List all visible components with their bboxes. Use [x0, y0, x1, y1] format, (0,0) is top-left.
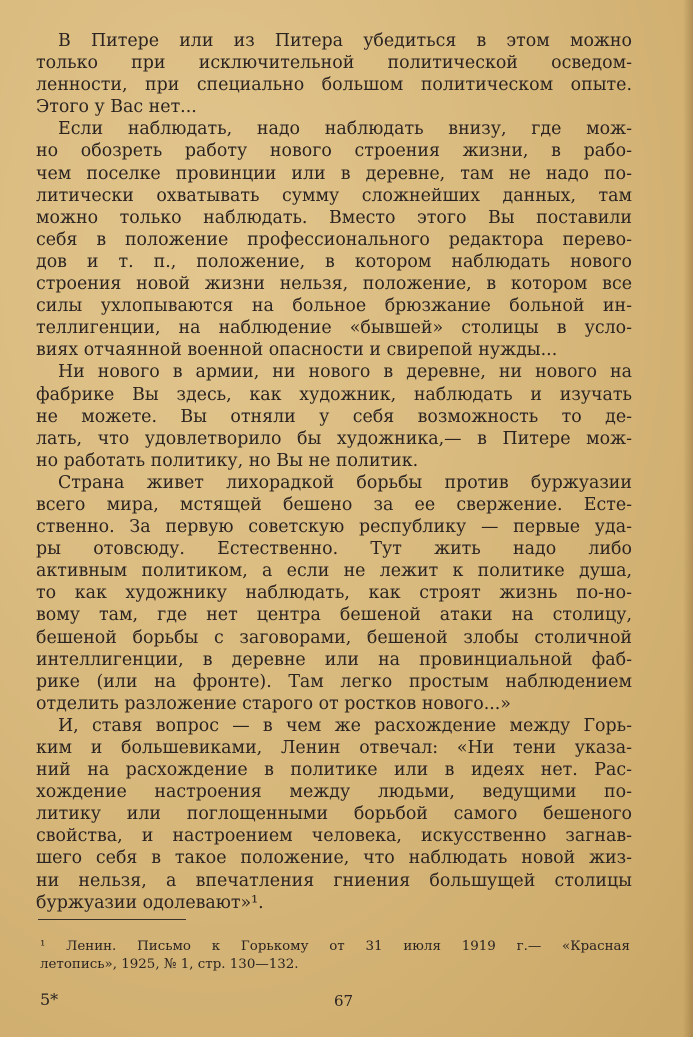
text-line: но работать политику, но Вы не политик.	[36, 450, 419, 471]
text-line: теллигенции, на наблюдение «бывшей» столицы в усло-	[36, 318, 632, 339]
text-line: ственно. За первую советскую республику — первые уда-	[36, 517, 632, 538]
footnote-line: ¹ Ленин. Письмо к Горькому от 31 июля 1919 г.— «Красная	[40, 939, 630, 954]
page-number: 67	[334, 992, 354, 1010]
text-line: Если наблюдать, надо наблюдать внизу, где мож-	[58, 119, 632, 140]
text-line: бешеной борьбы с заговорами, бешеной злобы столичной	[36, 627, 632, 648]
text-line: ленности, при специально большом политическом опыте.	[36, 75, 632, 96]
text-line: не можете. Вы отняли у себя возможность то де-	[36, 406, 632, 427]
paragraph-3	[36, 361, 632, 471]
text-line: строения новой жизни нельзя, положение, в котором все	[36, 274, 632, 295]
text-line: Этого у Вас нет...	[36, 97, 197, 118]
paragraph-4	[36, 472, 632, 715]
text-line: вому там, где нет центра бешеной атаки на столицу,	[36, 605, 632, 626]
page-edge-shadow	[683, 0, 693, 1037]
main-text	[36, 30, 632, 914]
text-line: можно только наблюдать. Вместо этого Вы поставили	[36, 207, 632, 228]
paragraph-2	[36, 118, 632, 361]
text-line: свойства, и настроением человека, искусственно загнав-	[36, 826, 632, 847]
signature-mark: 5*	[40, 990, 59, 1009]
text-line: дов и т. п., положение, в котором наблюдать нового	[36, 251, 632, 272]
text-line: буржуазии одолевают»¹.	[36, 892, 264, 913]
text-line: виях отчаянной военной опасности и свирепой нужды...	[36, 340, 558, 361]
footnote	[40, 938, 630, 974]
text-line: шего себя в такое положение, что наблюдать новой жиз-	[36, 848, 632, 869]
text-line: отделить разложение старого от ростков нового...»	[36, 693, 511, 714]
text-line: ний на расхождение в политике или в идеях нет. Рас-	[36, 760, 632, 781]
text-line: Ни нового в армии, ни нового в деревне, ни нового на	[58, 362, 632, 383]
text-line: ры отовсюду. Естественно. Тут жить надо либо	[36, 539, 632, 560]
text-line: Страна живет лихорадкой борьбы против буржуазии	[58, 472, 632, 493]
text-line: литически охватывать сумму сложнейших данных, там	[36, 185, 632, 206]
text-line: интеллигенции, в деревне или на провинциальной фаб-	[36, 649, 632, 670]
text-line: силы ухлопываются на больное брюзжание больной ин-	[36, 296, 632, 317]
text-line: активным политиком, а если не лежит к политике душа,	[36, 561, 632, 582]
text-line: ким и большевиками, Ленин отвечал: «Ни тени указа-	[36, 738, 632, 758]
text-line: рике (или на фронте). Там легко простым наблюдением	[36, 671, 632, 692]
text-line: себя в положение профессионального редактора перево-	[36, 229, 632, 250]
text-line: но обозреть работу нового строения жизни, в рабо-	[36, 141, 632, 162]
text-line: литику или поглощенными борьбой самого бешеного	[36, 804, 632, 825]
text-line: ни нельзя, а впечатления гниения большущей столицы	[36, 870, 632, 891]
paragraph-5	[36, 715, 632, 914]
paragraph-1	[36, 30, 632, 118]
text-line: то как художнику наблюдать, как строят жизнь по-но-	[36, 583, 632, 604]
text-line: чем поселке провинции или в деревне, там не надо по-	[36, 163, 632, 184]
text-line: фабрике Вы здесь, как художник, наблюдать и изучать	[36, 384, 632, 405]
text-line: И, ставя вопрос — в чем же расхождение между Горь-	[58, 715, 632, 736]
footnote-divider	[38, 919, 186, 920]
text-line: хождение настроения между людьми, ведущими по-	[36, 782, 632, 803]
text-line: лать, что удовлетворило бы художника,— в Питере мож-	[36, 428, 632, 449]
text-line: В Питере или из Питера убедиться в этом можно	[58, 31, 632, 51]
text-line: всего мира, мстящей бешено за ее свержение. Есте-	[36, 494, 632, 515]
footnote-line: летопись», 1925, № 1, стр. 130—132.	[40, 957, 299, 972]
text-line: только при исключительной политической осведом-	[36, 53, 632, 74]
